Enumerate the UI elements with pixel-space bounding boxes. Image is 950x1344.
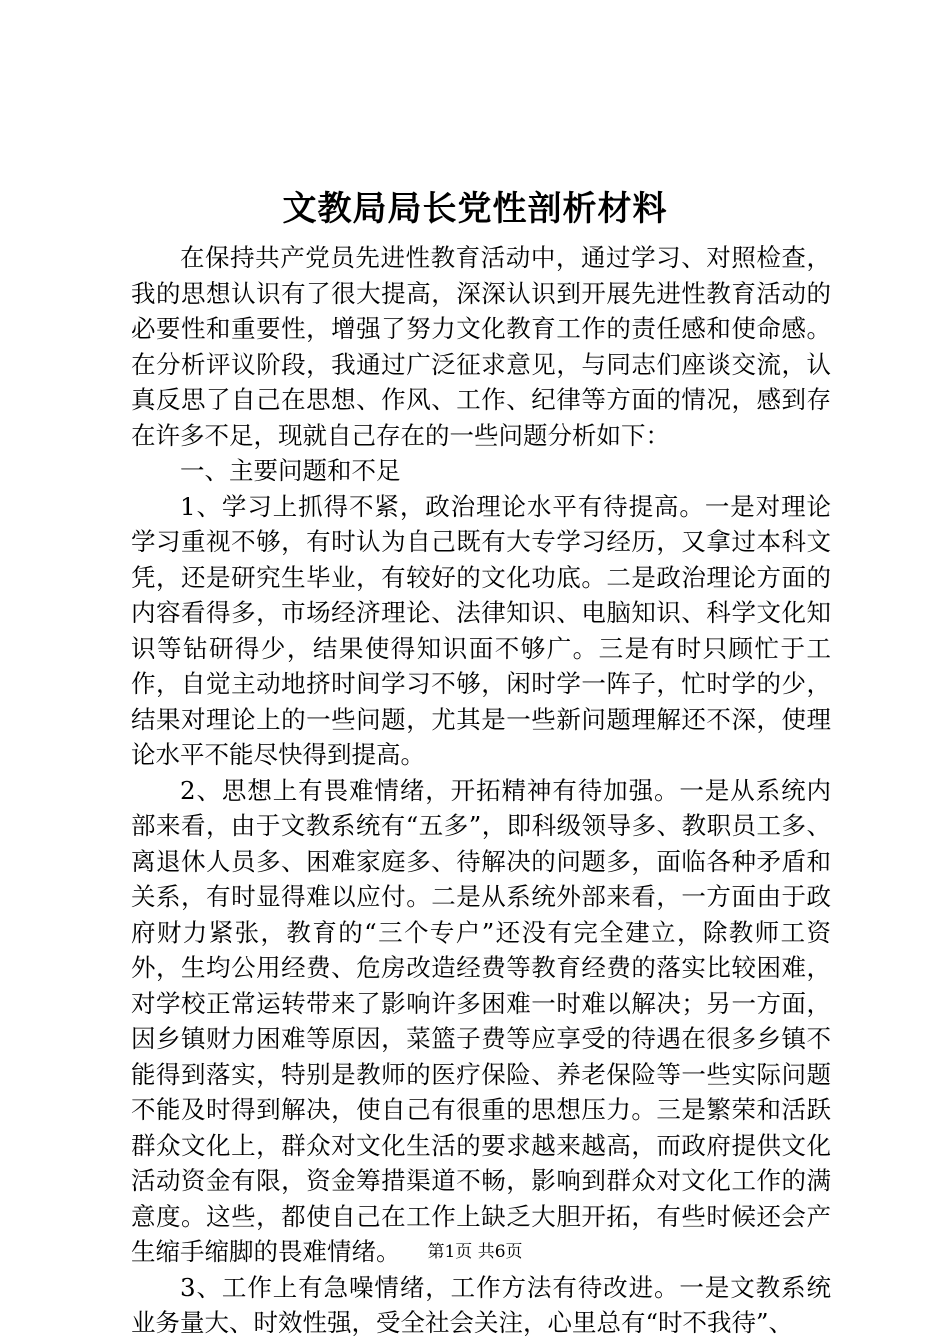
page-number-footer: 第1页 共6页: [427, 1242, 523, 1262]
issue-paragraph-2: 2、思想上有畏难情绪，开拓精神有待加强。一是从系统内部来看，由于文教系统有“五多”，即科级领导多、教职员工多、离退休人员多、困难家庭多、待解决的问题多，面临各种矛盾和关系，有时显得难以应付。二是从系统外部来看，一方面由于政府财力紧张，教育的“三个专户”还没有完全建立，除教师工资外，生均公用经费、危房改造经费等教育经费的落实比较困难，对学校正常运转带来了影响许多困难一时难以解决；另一方面，因乡镇财力困难等原因，菜篮子费等应享受的待遇在很多乡镇不能得到落实，特别是教师的医疗保险、养老保险等一些实际问题不能及时得到解决，使自己有很重的思想压力。三是繁荣和活跃群众文化上，群众对文化生活的要求越来越高，而政府提供文化活动资金有限，资金筹措渠道不畅，影响到群众对文化工作的满意度。这些，都使自己在工作上缺乏大胆开拓，有些时候还会产生缩手缩脚的畏难情绪。: [131, 775, 831, 1266]
document-title: 文教局局长党性剖析材料: [282, 189, 668, 229]
document-body: [131, 240, 831, 1341]
issue-paragraph-3: 3、工作上有急噪情绪，工作方法有待改进。一是文教系统业务量大、时效性强，受全社会关注，心里总有“时不我待”、: [131, 1272, 831, 1337]
intro-paragraph: 在保持共产党员先进性教育活动中，通过学习、对照检查，我的思想认识有了很大提高，深深认识到开展先进性教育活动的必要性和重要性，增强了努力文化教育工作的责任感和使命感。在分析评议阶段，我通过广泛征求意见，与同志们座谈交流，认真反思了自己在思想、作风、工作、纪律等方面的情况，感到存在许多不足，现就自己存在的一些问题分析如下：: [131, 243, 831, 450]
issue-paragraph-1: 1、学习上抓得不紧，政治理论水平有待提高。一是对理论学习重视不够，有时认为自己既有大专学习经历，又拿过本科文凭，还是研究生毕业，有较好的文化功底。二是政治理论方面的内容看得多，市场经济理论、法律知识、电脑知识、科学文化知识等钻研得少，结果使得知识面不够广。三是有时只顾忙于工作，自觉主动地挤时间学习不够，闲时学一阵子，忙时学的少，结果对理论上的一些问题，尤其是一些新问题理解还不深，使理论水平不能尽快得到提高。: [131, 491, 831, 769]
section-heading: 一、主要问题和不足: [180, 456, 401, 485]
